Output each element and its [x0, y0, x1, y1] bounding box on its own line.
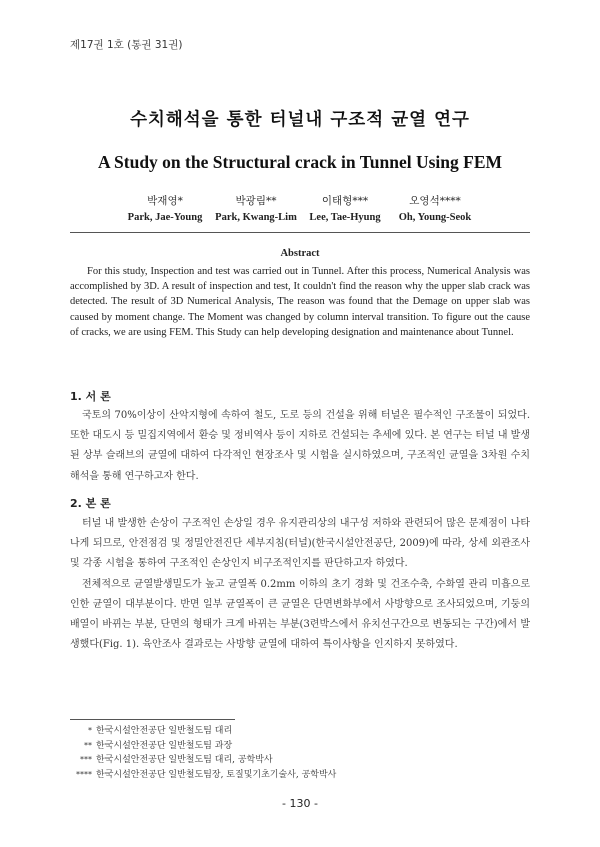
footnote-text: 한국시설안전공단 일반철도팀 과장: [96, 740, 233, 751]
footnote-mark: *: [88, 726, 92, 735]
paragraph: 전체적으로 균열발생밀도가 높고 균열폭 0.2mm 이하의 초기 경화 및 건조수축, 수화열 관리 미흡으로 인한 균열이 대부분이다. 반면 일부 균열폭이 큰 균열은 단면변화부에서 사방향으로 조사되었으며, 기둥의 배열이 바뀌는 부분, 단면의 형태가 크게 바뀌는 부분(3련박스에서 유치선구간으로 변동되는 구간)에서 발생했다(Fig. 1). 육안조사 결과로는 사방향 균열에 대하여 특이사항을 인지하지 못하였다.: [70, 578, 530, 651]
footnotes: [70, 724, 336, 782]
paragraph: 국토의 70%이상이 산악지형에 속하여 철도, 도로 등의 건설을 위해 터널은 필수적인 구조물이 되었다. 또한 대도시 등 밀집지역에서 환승 및 정비역사 등이 지하로 건설되는 추세에 있다. 본 연구는 터널 내 발생된 상부 슬래브의 균열에 대하여 다각적인 현장조사 및 시험을 실시하였으며, 구조적인 균열을 3차원 수치해석을 통해 연구하고자 한다.: [70, 410, 530, 482]
header-divider: [70, 232, 530, 233]
footnote: [70, 739, 336, 754]
author-4: [380, 193, 490, 223]
author-name-en: Park, Jae-Young: [127, 212, 203, 223]
footnote-divider: [70, 719, 235, 720]
footnote-text: 한국시설안전공단 일반철도팀 대리, 공학박사: [96, 755, 273, 766]
section-body-main: [70, 514, 530, 655]
footnote: [70, 753, 336, 768]
abstract-text: For this study, Inspection and test was carried out in Tunnel. After this process, Numerical Analysis was accomplished by 3D. A result of inspection and test, It couldn't find the reason why the upper slab crack was detected. The result of 3D Numerical Analysis, The reason was found that the Demage on upper slab was caused by moment change. The Moment was changed by column interval transition. To figure out the cause of cracks, we are using FEM. This Study can help developing designation and maintenance about Tunnel.: [70, 266, 530, 338]
abstract-heading: Abstract: [280, 248, 320, 259]
footnote-mark: ****: [76, 769, 92, 779]
section-body-introduction: [70, 406, 530, 487]
author-name-ko: 박재영*: [147, 195, 183, 207]
author-name-ko: 박광림**: [235, 195, 277, 207]
paragraph: 터널 내 발생한 손상이 구조적인 손상일 경우 유지관리상의 내구성 저하와 관련되어 많은 문제점이 나타나게 되므로, 안전점검 및 정밀안전진단 세부지침(터널)(한국시설안전공단, 2009)에 따라, 상세 외관조사 및 각종 시험을 통하여 구조적인 손상인지 비구조적인지를 판단하고자 하였다.: [70, 518, 530, 570]
author-name-en: Oh, Young-Seok: [398, 212, 472, 223]
section-heading-introduction: 1. 서 론: [70, 390, 111, 403]
footnote-mark: ***: [80, 755, 92, 765]
title-korean: 수치해석을 통한 터널내 구조적 균열 연구: [130, 110, 470, 130]
author-name-ko: 이태형***: [321, 195, 369, 207]
section-heading-main: 2. 본 론: [70, 497, 111, 510]
footnote-text: 한국시설안전공단 일반철도팀 대리: [96, 726, 233, 736]
footnote-text: 한국시설안전공단 일반철도팀장, 토질및기초기술사, 공학박사: [96, 769, 337, 780]
footnote-mark: **: [84, 740, 92, 750]
footnote: [70, 724, 336, 739]
page-number: - 130 -: [282, 797, 318, 810]
footnote: [70, 768, 336, 783]
title-english: A Study on the Structural crack in Tunnel Using FEM: [97, 152, 503, 172]
author-name-ko: 오영석****: [409, 195, 461, 207]
author-name-en: Park, Kwang-Lim: [215, 212, 297, 223]
journal-issue-note: 제17권 1호 (통권 31권): [70, 39, 183, 51]
author-name-en: Lee, Tae-Hyung: [309, 212, 381, 223]
